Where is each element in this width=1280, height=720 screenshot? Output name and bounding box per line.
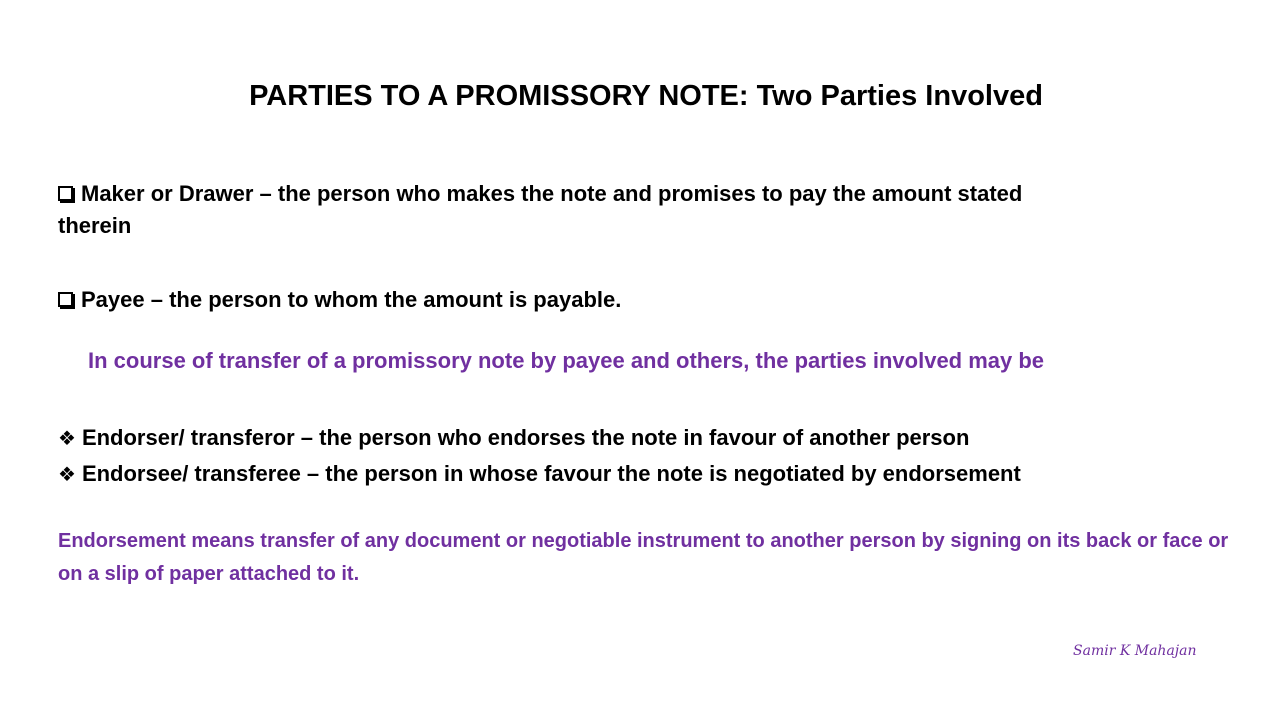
- party-payee: [58, 281, 1238, 319]
- star-bullet-icon: ❖: [58, 426, 76, 450]
- slide-title: PARTIES TO A PROMISSORY NOTE: Two Parties Involved: [249, 80, 1043, 112]
- endorsee-text: Endorsee/ transferee – the person in whose favour the note is negotiated by endorsement: [81, 461, 1021, 486]
- party-payee-text: Payee – the person to whom the amount is payable.: [81, 287, 622, 312]
- endorsement-definition: Endorsement means transfer of any document or negotiable instrument to another person by signing on its back or face or on a slip of paper attached to it.: [58, 530, 1229, 585]
- transfer-parties-list: [58, 420, 1238, 492]
- author-signature: Samir K Mahajan: [1073, 643, 1197, 659]
- endorser-text: Endorser/ transferor – the person who endorses the note in favour of another person: [81, 425, 970, 450]
- transfer-party-endorsee: [58, 456, 1238, 492]
- party-payee-line: [58, 281, 1238, 319]
- transfer-party-endorser: [58, 420, 1238, 456]
- transfer-note: In course of transfer of a promissory note by payee and others, the parties involved may be: [88, 348, 1045, 373]
- party-maker-text: Maker or Drawer – the person who makes the note and promises to pay the amount stated: [81, 181, 1023, 206]
- star-bullet-icon: ❖: [58, 462, 76, 486]
- party-maker: [58, 175, 1238, 245]
- party-maker-line2: therein: [58, 213, 132, 238]
- square-bullet-icon: [58, 186, 73, 201]
- square-bullet-icon: [58, 292, 73, 307]
